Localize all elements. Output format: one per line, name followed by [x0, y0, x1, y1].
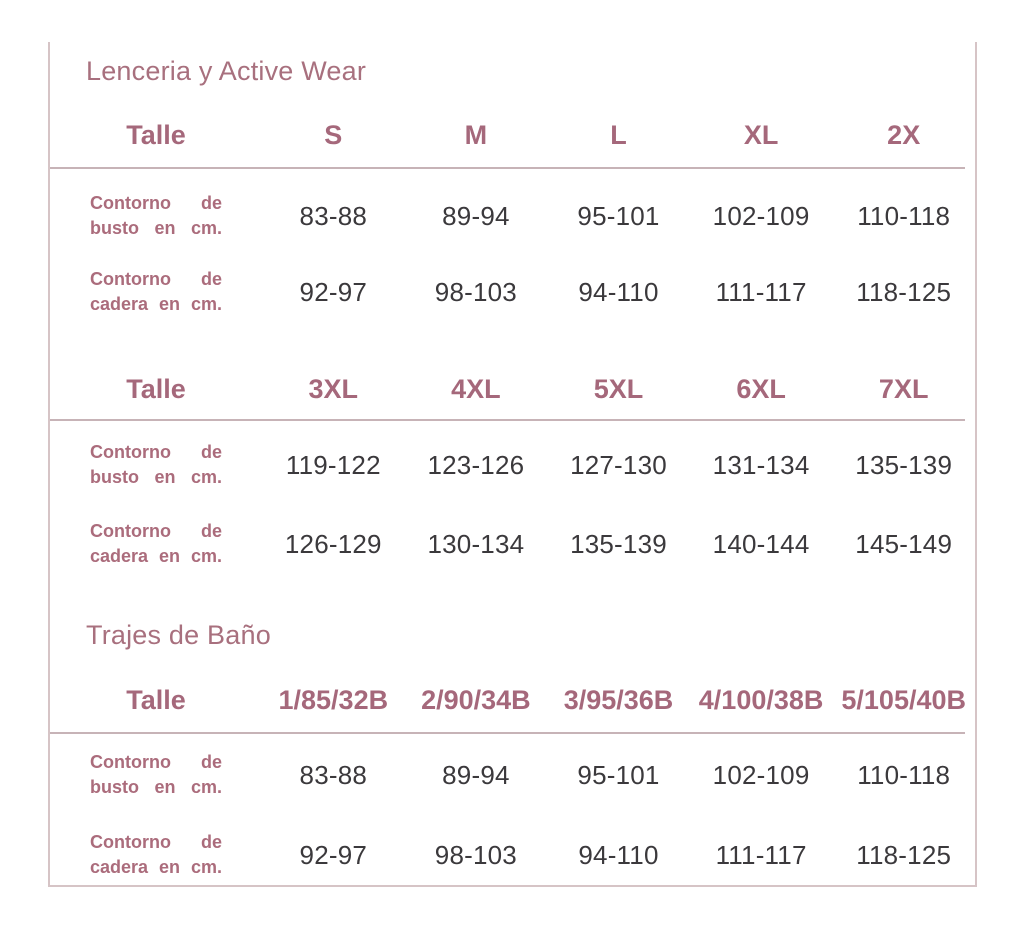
- size-chart-panel: [48, 42, 977, 887]
- column-header-xl: XL: [743, 120, 779, 150]
- column-header-6xl: 6XL: [736, 374, 786, 404]
- table-row-cadera-3: [50, 827, 975, 883]
- value-cell: 102-109: [712, 759, 810, 790]
- value-cell: 92-97: [299, 276, 368, 307]
- value-cell: 135-139: [855, 449, 953, 480]
- value-cell: 110-118: [857, 200, 951, 231]
- value-cell: 94-110: [578, 839, 659, 870]
- value-cell: 140-144: [712, 528, 810, 559]
- value-cell: 89-94: [442, 200, 510, 231]
- value-cell: 135-139: [570, 528, 667, 559]
- column-header-4xl: 4XL: [451, 374, 501, 404]
- row-label-busto-1: [50, 188, 262, 244]
- column-header-l: L: [610, 120, 627, 150]
- value-cell: 145-149: [855, 528, 953, 559]
- column-header-talle: Talle: [126, 120, 186, 150]
- value-cell: 94-110: [578, 276, 659, 307]
- row-label: Contorno de cadera en cm.: [90, 521, 222, 566]
- value-cell: 98-103: [434, 276, 517, 307]
- row-label-busto-3: [50, 747, 262, 803]
- value-cell: 111-117: [715, 839, 807, 870]
- value-cell: 111-117: [715, 276, 807, 307]
- column-header-talle: Talle: [126, 374, 186, 404]
- column-header-1-85-32b: 1/85/32B: [278, 685, 389, 715]
- column-header-m: M: [464, 120, 488, 150]
- column-header-7xl: 7XL: [878, 374, 929, 404]
- value-cell: 102-109: [712, 200, 810, 231]
- value-cell: 119-122: [285, 449, 381, 480]
- header-separator-2: [50, 419, 965, 421]
- value-cell: 126-129: [284, 528, 382, 559]
- value-cell: 130-134: [427, 528, 525, 559]
- row-label: Contorno de busto en cm.: [90, 442, 222, 487]
- value-cell: 123-126: [427, 449, 525, 480]
- value-cell: 118-125: [856, 276, 952, 307]
- section-title-trajes-de-bano: Trajes de Baño: [86, 620, 271, 650]
- row-label: Contorno de busto en cm.: [90, 193, 222, 238]
- table-row-busto-3: [50, 747, 975, 803]
- value-cell: 89-94: [442, 759, 510, 790]
- section-title-lenceria-active-wear: Lenceria y Active Wear: [86, 56, 367, 86]
- value-cell: 127-130: [570, 449, 667, 480]
- value-cell: 118-125: [856, 839, 952, 870]
- column-header-5-105-40b: 5/105/40B: [841, 685, 966, 715]
- row-label-cadera-1: [50, 264, 262, 320]
- header-row-3: [50, 683, 975, 717]
- row-label: Contorno de cadera en cm.: [90, 832, 222, 877]
- column-header-5xl: 5XL: [593, 374, 644, 404]
- value-cell: 110-118: [857, 759, 951, 790]
- value-cell: 92-97: [299, 839, 368, 870]
- column-header-3-95-36b: 3/95/36B: [563, 685, 674, 715]
- row-label: Contorno de busto en cm.: [90, 752, 222, 797]
- header-separator-3: [50, 732, 965, 734]
- row-label-busto-2: [50, 437, 262, 493]
- table-row-busto-2: [50, 437, 975, 493]
- table-row-cadera-1: [50, 264, 975, 320]
- value-cell: 83-88: [299, 759, 368, 790]
- value-cell: 95-101: [577, 200, 660, 231]
- row-label-cadera-2: [50, 516, 262, 572]
- row-label-cadera-3: [50, 827, 262, 883]
- header-row-2: [50, 372, 975, 406]
- table-row-busto-1: [50, 188, 975, 244]
- header-separator-1: [50, 167, 965, 169]
- value-cell: 98-103: [434, 839, 517, 870]
- column-header-talle: Talle: [126, 685, 186, 715]
- table-row-cadera-2: [50, 516, 975, 572]
- column-header-3xl: 3XL: [308, 374, 359, 404]
- row-label: Contorno de cadera en cm.: [90, 269, 222, 314]
- column-header-2x: 2X: [887, 120, 921, 150]
- column-header-s: S: [324, 120, 343, 150]
- value-cell: 131-134: [712, 449, 810, 480]
- header-row-1: [50, 118, 975, 152]
- column-header-4-100-38b: 4/100/38B: [698, 685, 824, 715]
- value-cell: 83-88: [299, 200, 368, 231]
- column-header-2-90-34b: 2/90/34B: [421, 685, 531, 715]
- value-cell: 95-101: [577, 759, 660, 790]
